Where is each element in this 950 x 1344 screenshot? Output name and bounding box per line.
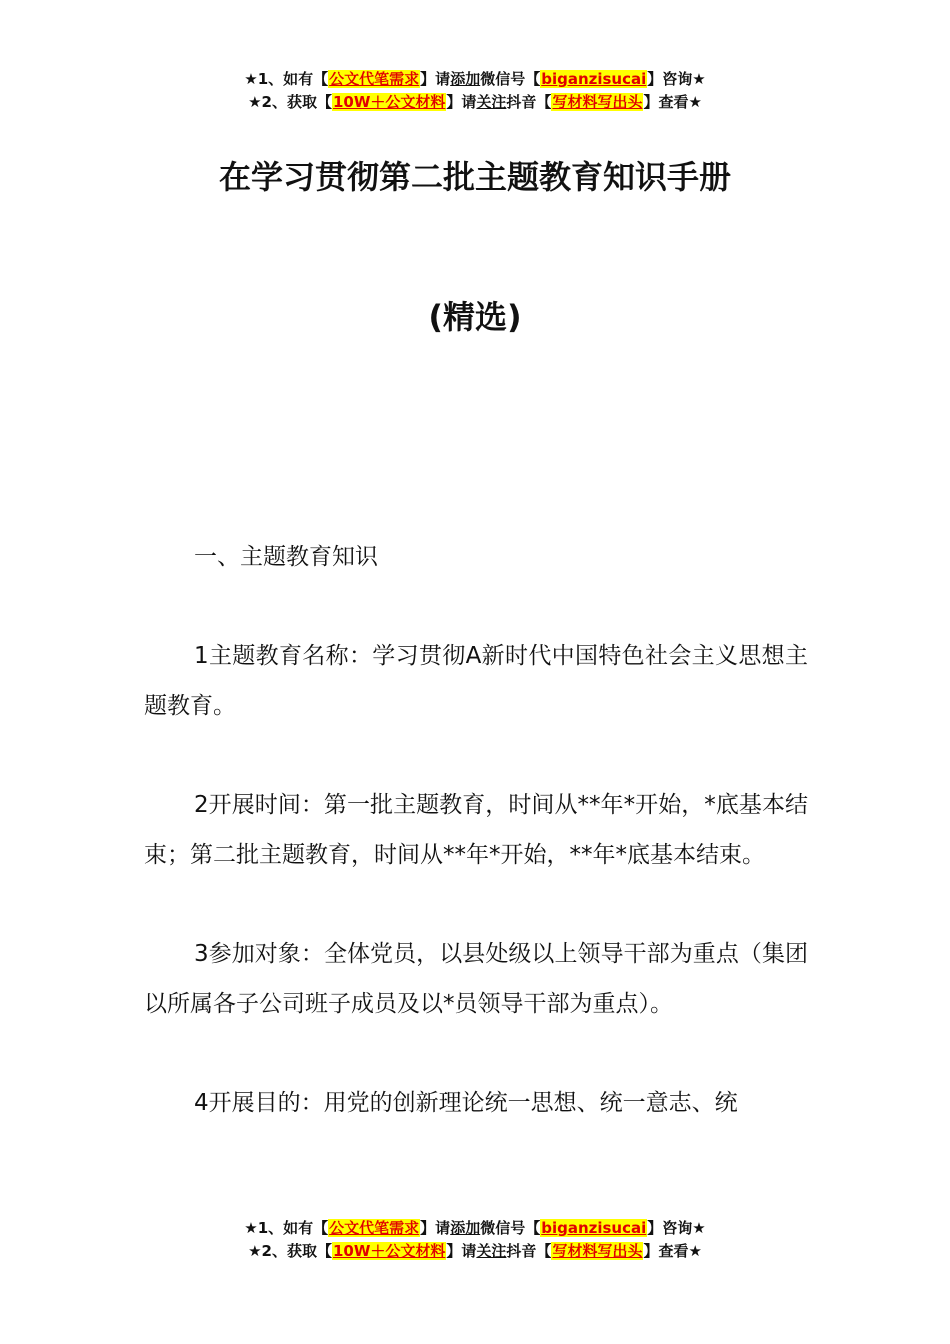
- banner-line-1-mid2: 微信号【: [480, 70, 541, 88]
- document-title: 在学习贯彻第二批主题教育知识手册: [218, 158, 731, 196]
- banner-line-2-suffix: 】查看★: [643, 93, 702, 111]
- footer-line-2-emphasis: 关注: [476, 1242, 507, 1260]
- banner-line-1-mid: 】请: [420, 70, 451, 88]
- banner-line-2-mid2: 抖音【: [506, 93, 552, 111]
- document-subtitle: (精选): [428, 298, 522, 336]
- section-heading: 一、主题教育知识: [194, 544, 378, 570]
- footer-line-2-suffix: 】查看★: [643, 1242, 702, 1260]
- header-banner: [0, 68, 950, 114]
- banner-line-2-prefix: ★2、获取【: [248, 93, 332, 111]
- footer-line-1-mid2: 微信号【: [480, 1219, 541, 1237]
- footer-line-2-highlight-materials: 10W＋公文材料: [332, 1242, 446, 1260]
- footer-line-2-prefix: ★2、获取【: [248, 1242, 332, 1260]
- banner-line-2-douyin-id: 写材料写出头: [552, 93, 643, 111]
- paragraph-participants: 3参加对象：全体党员，以县处级以上领导干部为重点（集团以所属各子公司班子成员及以*员领导干部为重点）。: [144, 941, 808, 1017]
- footer-line-2-mid: 】请: [446, 1242, 477, 1260]
- banner-line-1-highlight-service: 公文代笔需求: [329, 70, 420, 88]
- footer-banner: [0, 1217, 950, 1263]
- banner-line-1-wechat-id: biganzisucai: [541, 70, 647, 88]
- footer-line-1-prefix: ★1、如有【: [244, 1219, 329, 1237]
- banner-line-2-emphasis: 关注: [476, 93, 507, 111]
- paragraph-purpose: 4开展目的：用党的创新理论统一思想、统一意志、统: [194, 1090, 738, 1116]
- footer-line-1-wechat-id: biganzisucai: [541, 1219, 647, 1237]
- footer-line-1-emphasis: 添加: [450, 1219, 481, 1237]
- footer-line-2-douyin-id: 写材料写出头: [552, 1242, 643, 1260]
- banner-line-1-prefix: ★1、如有【: [244, 70, 329, 88]
- paragraph-timeframe: 2开展时间：第一批主题教育，时间从**年*开始，*底基本结束；第二批主题教育，时间从**年*开始，**年*底基本结束。: [144, 792, 808, 868]
- footer-line-1: [0, 1217, 950, 1240]
- footer-line-1-highlight-service: 公文代笔需求: [329, 1219, 420, 1237]
- footer-line-1-mid: 】请: [420, 1219, 451, 1237]
- banner-line-2-mid: 】请: [446, 93, 477, 111]
- banner-line-2-highlight-materials: 10W＋公文材料: [332, 93, 446, 111]
- footer-line-2: [0, 1240, 950, 1263]
- footer-line-1-suffix: 】咨询★: [647, 1219, 706, 1237]
- banner-line-1-emphasis: 添加: [450, 70, 481, 88]
- footer-line-2-mid2: 抖音【: [506, 1242, 552, 1260]
- paragraph-theme-name: 1主题教育名称：学习贯彻A新时代中国特色社会主义思想主题教育。: [144, 643, 808, 719]
- banner-line-1: [0, 68, 950, 91]
- document-body: [144, 532, 808, 1177]
- banner-line-2: [0, 91, 950, 114]
- banner-line-1-suffix: 】咨询★: [647, 70, 706, 88]
